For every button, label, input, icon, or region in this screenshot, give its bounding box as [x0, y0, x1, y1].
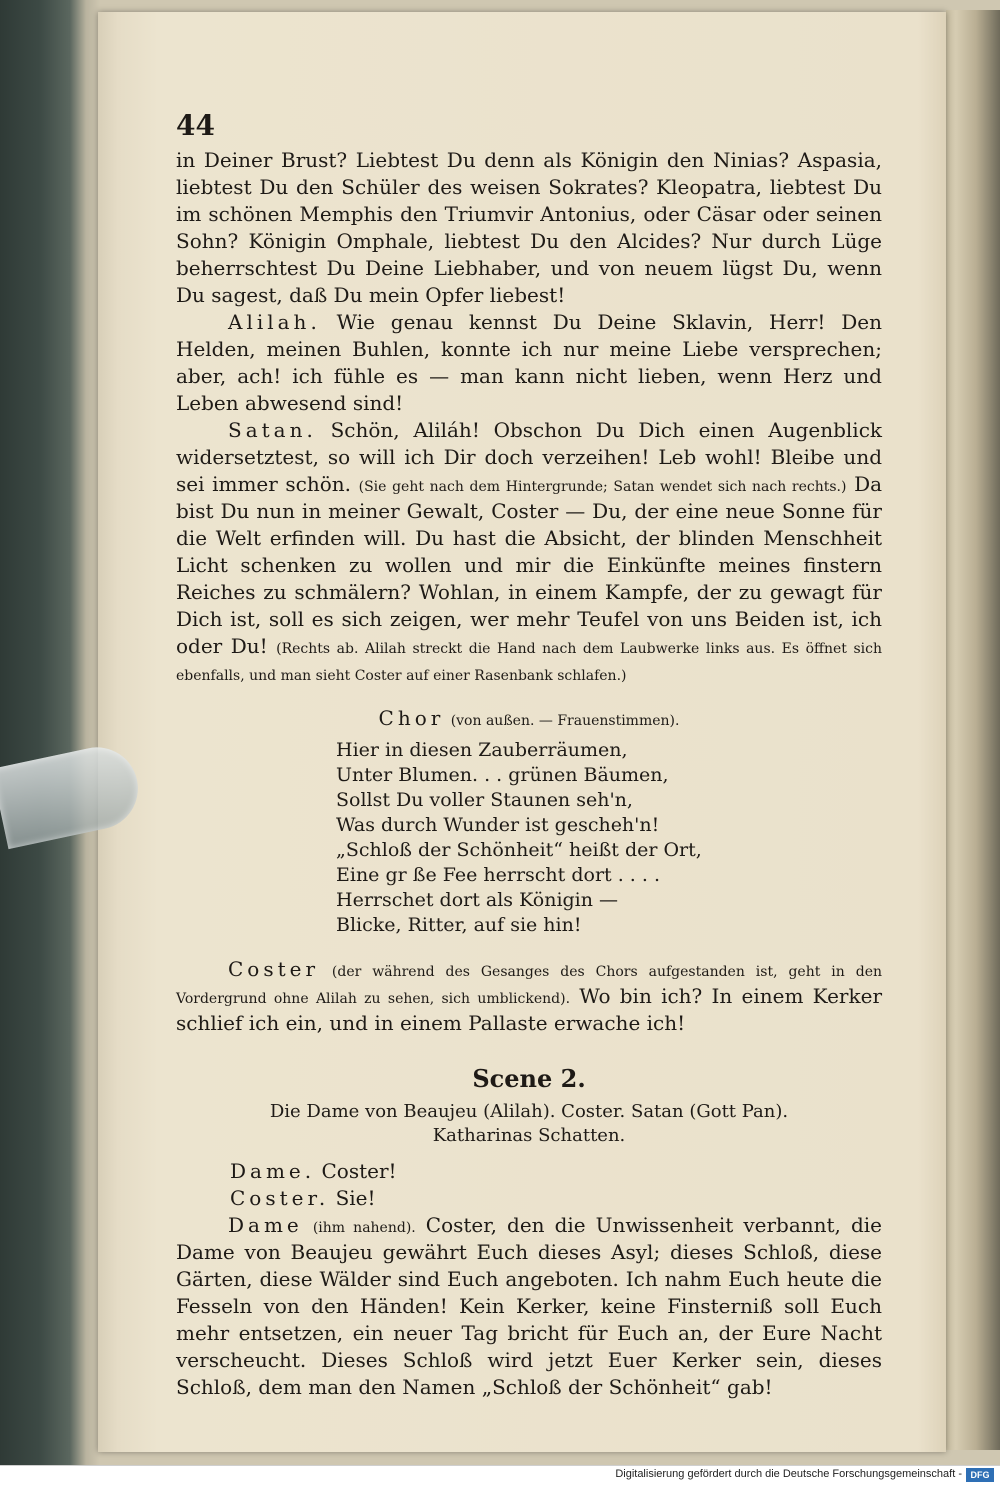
dfg-logo-icon: DFG [966, 1468, 994, 1482]
paragraph-satan-continuation: in Deiner Brust? Liebtest Du denn als Königin den Ninias? Aspasia, liebtest Du den Schüler des weisen Sokrates? Kleopatra, liebtest Du im schönen Memphis den Triumvir Antonius, oder Cäsar oder seinen Sohn? Königin Omphale, liebtest Du den Alcides? Nur durch Lüge beherrschtest Du Deine Liebhaber, und von neuem lügst Du, wenn Du sagest, daß Du mein Opfer liebest! [176, 148, 882, 307]
chor-heading [176, 705, 882, 732]
dame-stage-direction: (ihm nahend). [312, 1220, 416, 1236]
coster-line: Sie! [335, 1186, 376, 1210]
alilah-speech: Wie genau kennst Du Deine Sklavin, Herr! Den Helden, meinen Buhlen, konnte ich nur meine Liebe versprechen; aber, ach! ich fühle es — man kann nicht lieben, wenn Herz und Leben abwesend sind! [176, 310, 882, 415]
satan-speech-block [176, 417, 882, 687]
speaker-dame: Dame. [230, 1159, 316, 1183]
coster-stage-direction: (der während des Gesanges des Chors aufgestanden ist, geht in den Vordergrund ohne Alilah zu sehen, sich umblickend). [176, 964, 883, 1007]
speaker-coster: Coster [228, 957, 320, 981]
satan-stage-direction-1: (Sie geht nach dem Hintergrunde; Satan wendet sich nach rechts.) [358, 479, 847, 495]
speaker-coster-2: Coster. [230, 1186, 330, 1210]
alilah-speech-block [176, 309, 882, 417]
coster-speech-block [176, 956, 882, 1037]
cast-line-2: Katharinas Schatten. [432, 1125, 626, 1146]
page-number: 44 [176, 109, 215, 142]
verse-line: Sollst Du voller Staunen seh'n, [336, 789, 633, 811]
speaker-alilah: Alilah. [228, 310, 321, 334]
dame-speech: Coster, den die Unwissenheit verbannt, die Dame von Beaujeu gewährt Euch dieses Asyl; dieses Schloß, diese Gärten, diese Wälder sind Euch angeboten. Ich nahm Euch heute die Fesseln von den Händen! Kein Kerker, keine Finsterniß soll Euch mehr entsetzen, ein neuer Tag bricht für Euch an, der Eure Nacht verscheucht. Dieses Schloß wird jetzt Euer Kerker sein, dieses Schloß, dem man den Namen „Schloß der Schönheit“ gab! [176, 1213, 882, 1399]
chor-verse [336, 738, 882, 938]
dame-speech-block [176, 1212, 882, 1401]
verse-line: Herrschet dort als Königin — [336, 889, 619, 911]
coster-line-block [230, 1185, 882, 1212]
verse-line: Hier in diesen Zauberräumen, [336, 739, 628, 761]
cast-line-1: Die Dame von Beaujeu (Alilah). Coster. Satan (Gott Pan). [269, 1101, 789, 1122]
speaker-chor: Chor [378, 706, 445, 730]
coster-speech: Wo bin ich? In einem Kerker schlief ich ein, und in einem Pallaste erwache ich! [176, 984, 883, 1035]
chor-stage-direction: (von außen. — Frauenstimmen). [450, 713, 680, 729]
dame-line: Coster! [321, 1159, 397, 1183]
speaker-dame-2: Dame [228, 1213, 303, 1237]
satan-speech-2: Da bist Du nun in meiner Gewalt, Coster — Du, der eine neue Sonne für die Welt erfinden will. Du hast die Absicht, der blinden Menschheit Licht schenken zu wollen und mir die Einkünfte meines finstern Reiches zu schmälern? Wohlan, in einem Kampfe, der zu gewagt für Dich ist, soll es sich zeigen, wer mehr Teufel von uns Beiden ist, ich oder Du! [176, 472, 883, 658]
verse-line: Was durch Wunder ist gescheh'n! [336, 814, 660, 836]
speaker-satan: Satan. [228, 418, 317, 442]
footer-credit: Digitalisierung gefördert durch die Deutsche Forschungsgemeinschaft - [615, 1468, 962, 1480]
scene-title: Scene 2. [472, 1064, 586, 1093]
satan-stage-direction-2: (Rechts ab. Alilah streckt die Hand nach dem Laubwerke links aus. Es öffnet sich ebenfalls, und man sieht Coster auf einer Rasenbank schlafen.) [176, 641, 882, 684]
footer-bar [0, 1465, 1000, 1486]
page-text [176, 109, 883, 1401]
verse-line: Unter Blumen. . . grünen Bäumen, [336, 764, 669, 786]
verse-line: „Schloß der Schönheit“ heißt der Ort, [336, 839, 702, 861]
dame-line-block [230, 1158, 882, 1185]
verse-line: Blicke, Ritter, auf sie hin! [336, 914, 582, 936]
verse-line: Eine gr ße Fee herrscht dort . . . . [336, 864, 660, 886]
satan-speech-1: Schön, Aliláh! Obschon Du Dich einen Augenblick widersetztest, so will ich Dir doch verzeihen! Leb wohl! Bleibe und sei immer schön. [176, 418, 883, 496]
adjacent-page-edge [946, 10, 1000, 1450]
